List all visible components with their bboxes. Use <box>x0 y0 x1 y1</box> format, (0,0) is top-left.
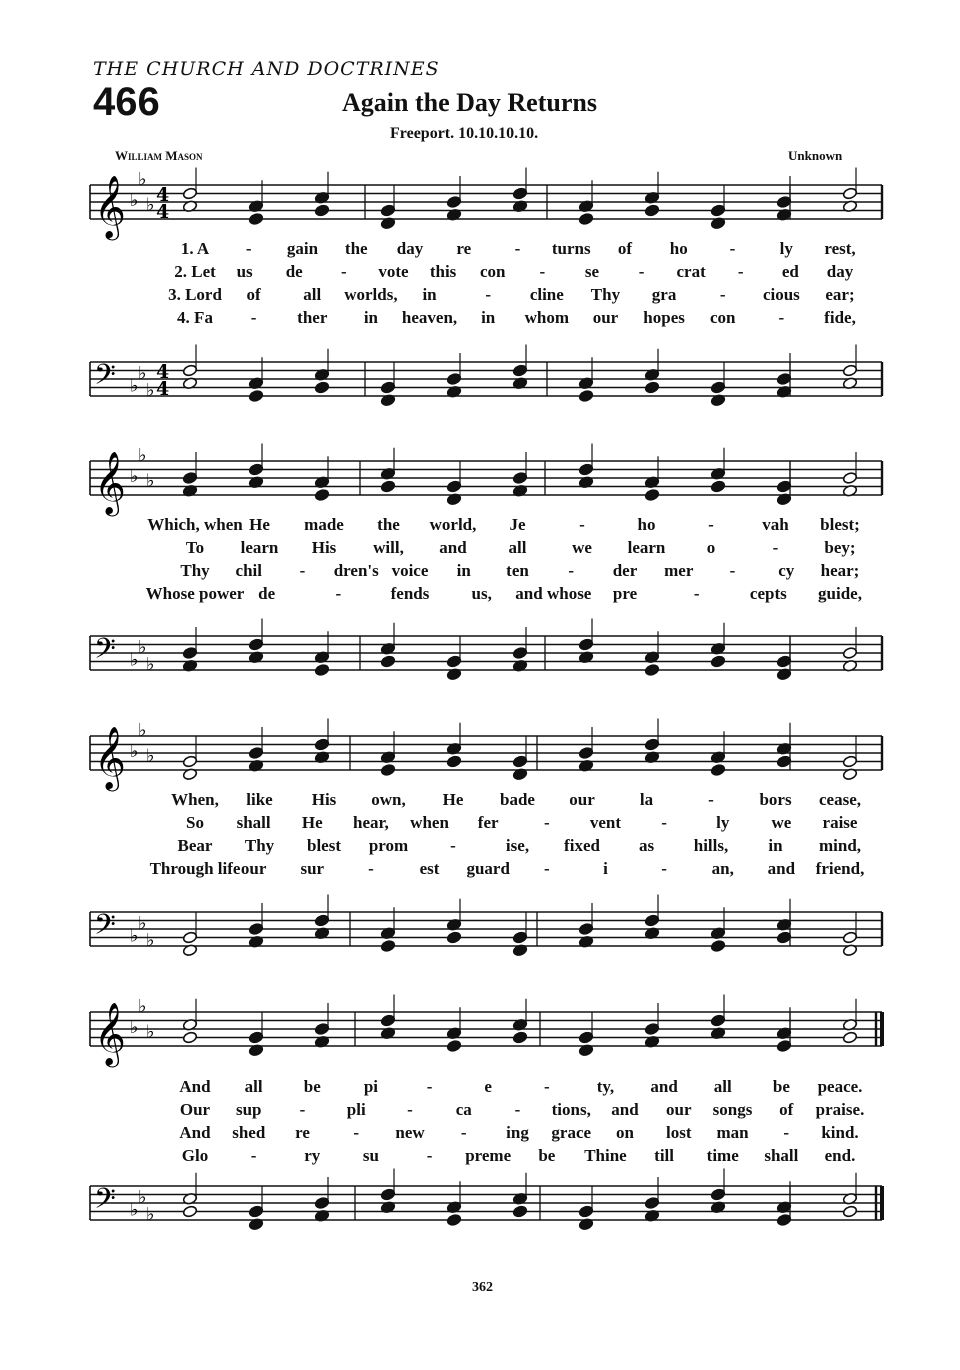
lyric-syllable: - <box>729 239 736 258</box>
flat-sign-icon: ♭ <box>146 745 155 767</box>
lyric-syllable: in <box>456 561 471 580</box>
lyric-syllable: - <box>543 813 550 832</box>
lyric-syllable: ly <box>779 239 793 258</box>
lyric-syllable: To <box>185 538 205 557</box>
flat-sign-icon: ♭ <box>138 1186 147 1208</box>
lyric-syllable: of <box>779 1100 794 1119</box>
treble-notes <box>182 995 857 1057</box>
lyric-syllable: - <box>485 285 492 304</box>
lyric-syllable: - <box>341 262 347 281</box>
lyric-syllable: us <box>236 262 253 281</box>
lyric-syllable: - <box>772 538 779 557</box>
lyric-syllable: our <box>666 1100 692 1119</box>
lyric-syllable: in <box>768 836 783 855</box>
hymn-number: 466 <box>93 80 160 124</box>
flat-sign-icon: ♭ <box>138 362 147 384</box>
flat-sign-icon: ♭ <box>130 1199 139 1221</box>
lyric-syllable: like <box>246 790 273 809</box>
lyric-syllable: fixed <box>564 836 600 855</box>
lyric-syllable: se <box>584 262 600 281</box>
lyric-syllable: an, <box>711 859 734 878</box>
lyric-syllable: con <box>479 262 506 281</box>
lyric-syllable: 1. A <box>180 239 210 258</box>
lyric-syllable: - <box>299 1100 306 1119</box>
lyric-syllable: tions, <box>551 1100 591 1119</box>
time-signature: 4 <box>156 361 170 383</box>
treble-clef-icon: 𝄞 <box>94 451 126 514</box>
lyric-syllable: praise. <box>815 1100 865 1119</box>
lyric-syllable: bade <box>500 790 535 809</box>
hymn-title: Again the Day Returns <box>342 88 597 117</box>
lyric-syllable: all <box>303 285 322 304</box>
lyric-syllable: His <box>311 538 337 557</box>
note-head <box>578 1031 593 1044</box>
lyric-syllable: cline <box>529 285 564 304</box>
lyric-syllable: - <box>568 561 575 580</box>
lyric-syllable: - <box>335 584 342 603</box>
note-head <box>248 1031 263 1044</box>
note-head <box>710 1188 725 1201</box>
bass-clef-icon: 𝄢 <box>94 358 116 399</box>
lyric-syllable: When, <box>171 790 219 809</box>
flat-sign-icon: ♭ <box>130 1017 139 1038</box>
lyric-syllable: - <box>539 262 546 281</box>
lyric-syllable: sup <box>235 1100 262 1119</box>
lyric-syllable: the <box>377 515 400 534</box>
lyric-syllable: in <box>422 285 437 304</box>
lyric-syllable: re <box>295 1123 310 1142</box>
lyric-syllable: shall <box>236 813 271 832</box>
lyric-syllable: friend, <box>815 859 865 878</box>
lyric-syllable: - <box>250 1146 257 1165</box>
lyric-syllable: He <box>249 515 270 534</box>
lyric-syllable: kind. <box>821 1123 859 1142</box>
flat-sign-icon: ♭ <box>146 653 155 675</box>
lyric-syllable: ed <box>781 262 799 281</box>
lyric-syllable: and <box>767 859 796 878</box>
tune-name-and-meter: Freeport. 10.10.10.10. <box>390 125 539 142</box>
lyric-syllable: - <box>450 836 456 855</box>
lyric-syllable: cease, <box>818 790 862 809</box>
lyric-syllable: learn <box>240 538 279 557</box>
lyric-syllable: all <box>508 538 527 557</box>
lyric-syllable: ear; <box>825 285 855 304</box>
note-head <box>248 1205 263 1218</box>
lyric-syllable: su <box>362 1146 379 1165</box>
lyric-syllable: turns <box>551 239 591 258</box>
note-head <box>512 1031 527 1044</box>
author-credit: William Mason <box>115 148 203 163</box>
lyric-syllable: der <box>612 561 638 580</box>
flat-sign-icon: ♭ <box>146 470 155 492</box>
note-head <box>842 1031 857 1044</box>
lyric-line-verse-3 <box>0 1123 960 1145</box>
lyric-syllable: - <box>353 1123 360 1142</box>
lyric-line-verse-2 <box>0 1100 960 1122</box>
lyric-syllable: mind, <box>818 836 862 855</box>
lyric-syllable: worlds, <box>344 285 398 304</box>
lyric-syllable: la <box>639 790 654 809</box>
flat-sign-icon: ♭ <box>146 1203 155 1225</box>
lyric-syllable: fer <box>477 813 499 832</box>
note-head <box>446 1040 461 1053</box>
lyric-syllable: - <box>638 262 645 281</box>
flat-sign-icon: ♭ <box>138 995 147 1017</box>
lyric-syllable: made <box>304 515 344 534</box>
lyric-syllable: our <box>569 790 595 809</box>
lyric-syllable: est <box>419 859 440 878</box>
lyric-syllable: Je <box>509 515 526 534</box>
note-head <box>314 1197 329 1210</box>
lyric-syllable: be <box>303 1077 321 1096</box>
lyric-syllable: - <box>579 515 585 534</box>
lyric-syllable: be <box>772 1077 790 1096</box>
lyric-syllable: blest <box>307 836 341 855</box>
note-head <box>380 1014 395 1027</box>
lyric-syllable: 2. Let <box>174 262 216 281</box>
lyric-syllable: - <box>719 285 726 304</box>
note-head <box>182 1031 197 1044</box>
flat-sign-icon: ♭ <box>146 379 155 401</box>
note-head <box>644 1023 659 1036</box>
lyric-syllable: world, <box>429 515 477 534</box>
note-head <box>512 1205 527 1218</box>
bass-notes <box>182 1169 857 1231</box>
lyric-syllable: cious <box>762 285 800 304</box>
lyric-syllable: day <box>396 239 424 258</box>
time-signature: 4 <box>156 201 170 223</box>
lyric-syllable: - <box>661 859 667 878</box>
lyric-syllable: 4. Fa <box>177 308 213 327</box>
composer-credit: Unknown <box>788 148 843 163</box>
lyric-syllable: - <box>514 239 521 258</box>
flat-sign-icon: ♭ <box>138 444 147 466</box>
lyric-syllable: e <box>484 1077 492 1096</box>
lyric-syllable: - <box>543 1077 550 1096</box>
lyric-syllable: Which, when <box>147 515 243 534</box>
lyric-syllable: 3. Lord <box>168 285 222 304</box>
lyric-syllable: - <box>661 813 667 832</box>
lyric-syllable: - <box>729 561 736 580</box>
lyric-syllable: and <box>611 1100 639 1119</box>
lyric-syllable: Thine <box>584 1146 627 1165</box>
note-head <box>710 1014 725 1027</box>
lyric-syllable: till <box>654 1146 674 1165</box>
lyric-syllable: - <box>407 1100 413 1119</box>
note-head <box>842 1205 857 1218</box>
lyric-syllable: - <box>250 308 257 327</box>
lyric-syllable: songs <box>712 1100 753 1119</box>
lyric-syllable: ty, <box>596 1077 615 1096</box>
lyric-syllable: pi <box>363 1077 378 1096</box>
lyric-syllable: our <box>592 308 619 327</box>
lyric-syllable: gain <box>286 239 319 258</box>
lyric-syllable: and <box>439 538 467 557</box>
lyric-syllable: in <box>363 308 378 327</box>
lyric-syllable: ther <box>297 308 328 327</box>
flat-sign-icon: ♭ <box>130 190 139 211</box>
lyric-syllable: we <box>771 813 792 832</box>
lyric-syllable: bey; <box>824 538 856 557</box>
flat-sign-icon: ♭ <box>146 194 155 216</box>
lyric-syllable: He <box>301 813 323 832</box>
flat-sign-icon: ♭ <box>146 929 155 951</box>
lyric-syllable: heaven, <box>401 308 458 327</box>
lyric-syllable: ten <box>506 561 529 580</box>
lyric-syllable: ca <box>455 1100 472 1119</box>
lyric-syllable: And <box>179 1123 211 1142</box>
lyric-syllable: - <box>708 515 714 534</box>
flat-sign-icon: ♭ <box>138 636 147 658</box>
lyric-syllable: ing <box>506 1123 529 1142</box>
lyric-syllable: our <box>240 859 267 878</box>
page-number: 362 <box>472 1280 493 1295</box>
lyric-syllable: vent <box>589 813 622 832</box>
lyric-syllable: pre <box>612 584 638 603</box>
lyric-syllable: con <box>709 308 736 327</box>
lyric-syllable: He <box>442 790 464 809</box>
lyric-syllable: ry <box>304 1146 321 1165</box>
lyric-syllable: i <box>603 859 608 878</box>
lyric-syllable: mer <box>664 561 694 580</box>
lyric-syllable: of <box>246 285 261 304</box>
bass-clef-icon: 𝄢 <box>94 1182 116 1223</box>
lyric-syllable: man <box>716 1123 749 1142</box>
lyric-syllable: - <box>368 859 374 878</box>
lyric-syllable: prom <box>368 836 409 855</box>
lyric-syllable: cy <box>778 561 795 580</box>
lyric-syllable: lost <box>666 1123 692 1142</box>
lyric-syllable: own, <box>371 790 406 809</box>
lyric-syllable: - <box>737 262 744 281</box>
lyric-syllable: sur <box>300 859 325 878</box>
lyric-syllable: - <box>693 584 700 603</box>
lyric-syllable: be <box>538 1146 556 1165</box>
lyric-syllable: guide, <box>818 584 862 603</box>
lyric-syllable: when <box>410 813 449 832</box>
note-head <box>314 1023 329 1036</box>
lyric-syllable: dren's <box>333 561 379 580</box>
flat-sign-icon: ♭ <box>130 375 139 397</box>
lyric-line-verse-1 <box>0 1077 960 1099</box>
lyric-syllable: Bear <box>177 836 213 855</box>
lyric-syllable: raise <box>822 813 858 832</box>
lyric-syllable: vah <box>762 515 789 534</box>
lyric-syllable: Our <box>179 1100 211 1119</box>
lyric-syllable: de <box>285 262 303 281</box>
bass-clef-icon: 𝄢 <box>94 632 116 673</box>
note-head <box>446 1214 461 1227</box>
lyric-syllable: all <box>244 1077 263 1096</box>
lyric-syllable: shed <box>232 1123 266 1142</box>
lyric-syllable: ise, <box>505 836 530 855</box>
flat-sign-icon: ♭ <box>146 1021 155 1043</box>
lyric-syllable: in <box>481 308 496 327</box>
lyric-syllable: - <box>783 1123 790 1142</box>
note-head <box>578 1205 593 1218</box>
lyric-syllable: de <box>258 584 276 603</box>
lyric-syllable: - <box>426 1077 433 1096</box>
lyric-syllable: whom <box>524 308 570 327</box>
lyric-syllable: time <box>706 1146 739 1165</box>
lyric-syllable: His <box>311 790 337 809</box>
lyric-syllable: grace <box>551 1123 592 1142</box>
lyric-syllable: and whose <box>515 584 592 603</box>
lyric-syllable: rest, <box>824 239 856 258</box>
flat-sign-icon: ♭ <box>130 925 139 947</box>
lyric-syllable: pli <box>346 1100 366 1119</box>
lyric-syllable: cepts <box>749 584 787 603</box>
lyric-syllable: hear; <box>820 561 860 580</box>
lyric-syllable: fide, <box>824 308 856 327</box>
time-signature: 4 <box>156 184 170 206</box>
lyric-syllable: this <box>429 262 457 281</box>
lyric-syllable: - <box>426 1146 433 1165</box>
lyric-syllable: Thy <box>244 836 275 855</box>
lyric-syllable: And <box>179 1077 211 1096</box>
lyric-syllable: Thy <box>590 285 621 304</box>
lyric-syllable: the <box>344 239 368 258</box>
lyric-syllable: and <box>650 1077 678 1096</box>
lyric-syllable: preme <box>465 1146 512 1165</box>
bass-staff <box>90 1183 882 1225</box>
lyric-syllable: new <box>395 1123 425 1142</box>
note-head <box>380 1188 395 1201</box>
lyric-syllable: voice <box>391 561 429 580</box>
lyric-syllable: bors <box>759 790 792 809</box>
lyric-syllable: - <box>708 790 714 809</box>
flat-sign-icon: ♭ <box>138 912 147 934</box>
lyric-syllable: on <box>616 1123 634 1142</box>
flat-sign-icon: ♭ <box>130 466 139 487</box>
lyric-syllable: peace. <box>817 1077 863 1096</box>
lyric-syllable: re <box>456 239 472 258</box>
lyric-syllable: learn <box>627 538 666 557</box>
treble-clef-icon: 𝄞 <box>94 726 126 789</box>
lyric-syllable: ho <box>637 515 656 534</box>
treble-clef-icon: 𝄞 <box>94 1002 126 1065</box>
time-signature: 4 <box>156 378 170 400</box>
lyric-syllable: blest; <box>820 515 860 534</box>
lyric-syllable: end. <box>824 1146 856 1165</box>
lyric-syllable: day <box>826 262 854 281</box>
lyric-syllable: vote <box>378 262 409 281</box>
lyric-syllable: crat <box>676 262 706 281</box>
lyric-syllable: fends <box>390 584 430 603</box>
flat-sign-icon: ♭ <box>130 649 139 671</box>
lyric-syllable: o <box>706 538 716 557</box>
lyric-line-verse-4 <box>0 1146 960 1168</box>
lyric-syllable: Glo <box>181 1146 209 1165</box>
lyric-syllable: hills, <box>693 836 729 855</box>
treble-clef-icon: 𝄞 <box>94 175 126 238</box>
lyric-syllable: So <box>186 813 204 832</box>
lyric-syllable: us, <box>471 584 492 603</box>
flat-sign-icon: ♭ <box>138 168 147 190</box>
lyric-syllable: will, <box>373 538 404 557</box>
note-head <box>644 1197 659 1210</box>
lyric-syllable: chil <box>235 561 262 580</box>
lyric-syllable: all <box>713 1077 732 1096</box>
lyric-syllable: Whose power <box>145 584 245 603</box>
lyric-syllable: hopes <box>643 308 685 327</box>
note-head <box>182 1205 197 1218</box>
lyric-syllable: - <box>543 859 550 878</box>
lyric-syllable: - <box>299 561 306 580</box>
lyric-syllable: Thy <box>180 561 210 580</box>
lyric-syllable: shall <box>764 1146 799 1165</box>
section-title: THE CHURCH AND DOCTRINES <box>93 58 440 80</box>
lyric-syllable: ho <box>669 239 688 258</box>
bass-clef-icon: 𝄢 <box>94 908 116 949</box>
lyric-syllable: we <box>572 538 592 557</box>
lyric-syllable: Through life <box>149 859 241 878</box>
lyric-syllable: as <box>638 836 655 855</box>
lyric-syllable: hear, <box>353 813 389 832</box>
lyric-syllable: guard <box>466 859 510 878</box>
lyric-syllable: ly <box>716 813 730 832</box>
lyric-syllable: - <box>514 1100 521 1119</box>
lyric-syllable: - <box>778 308 785 327</box>
lyric-syllable: - <box>245 239 252 258</box>
lyric-syllable: - <box>460 1123 467 1142</box>
flat-sign-icon: ♭ <box>130 741 139 762</box>
treble-staff <box>90 996 882 1068</box>
flat-sign-icon: ♭ <box>138 719 147 741</box>
lyric-syllable: gra <box>651 285 677 304</box>
lyric-syllable: of <box>617 239 633 258</box>
